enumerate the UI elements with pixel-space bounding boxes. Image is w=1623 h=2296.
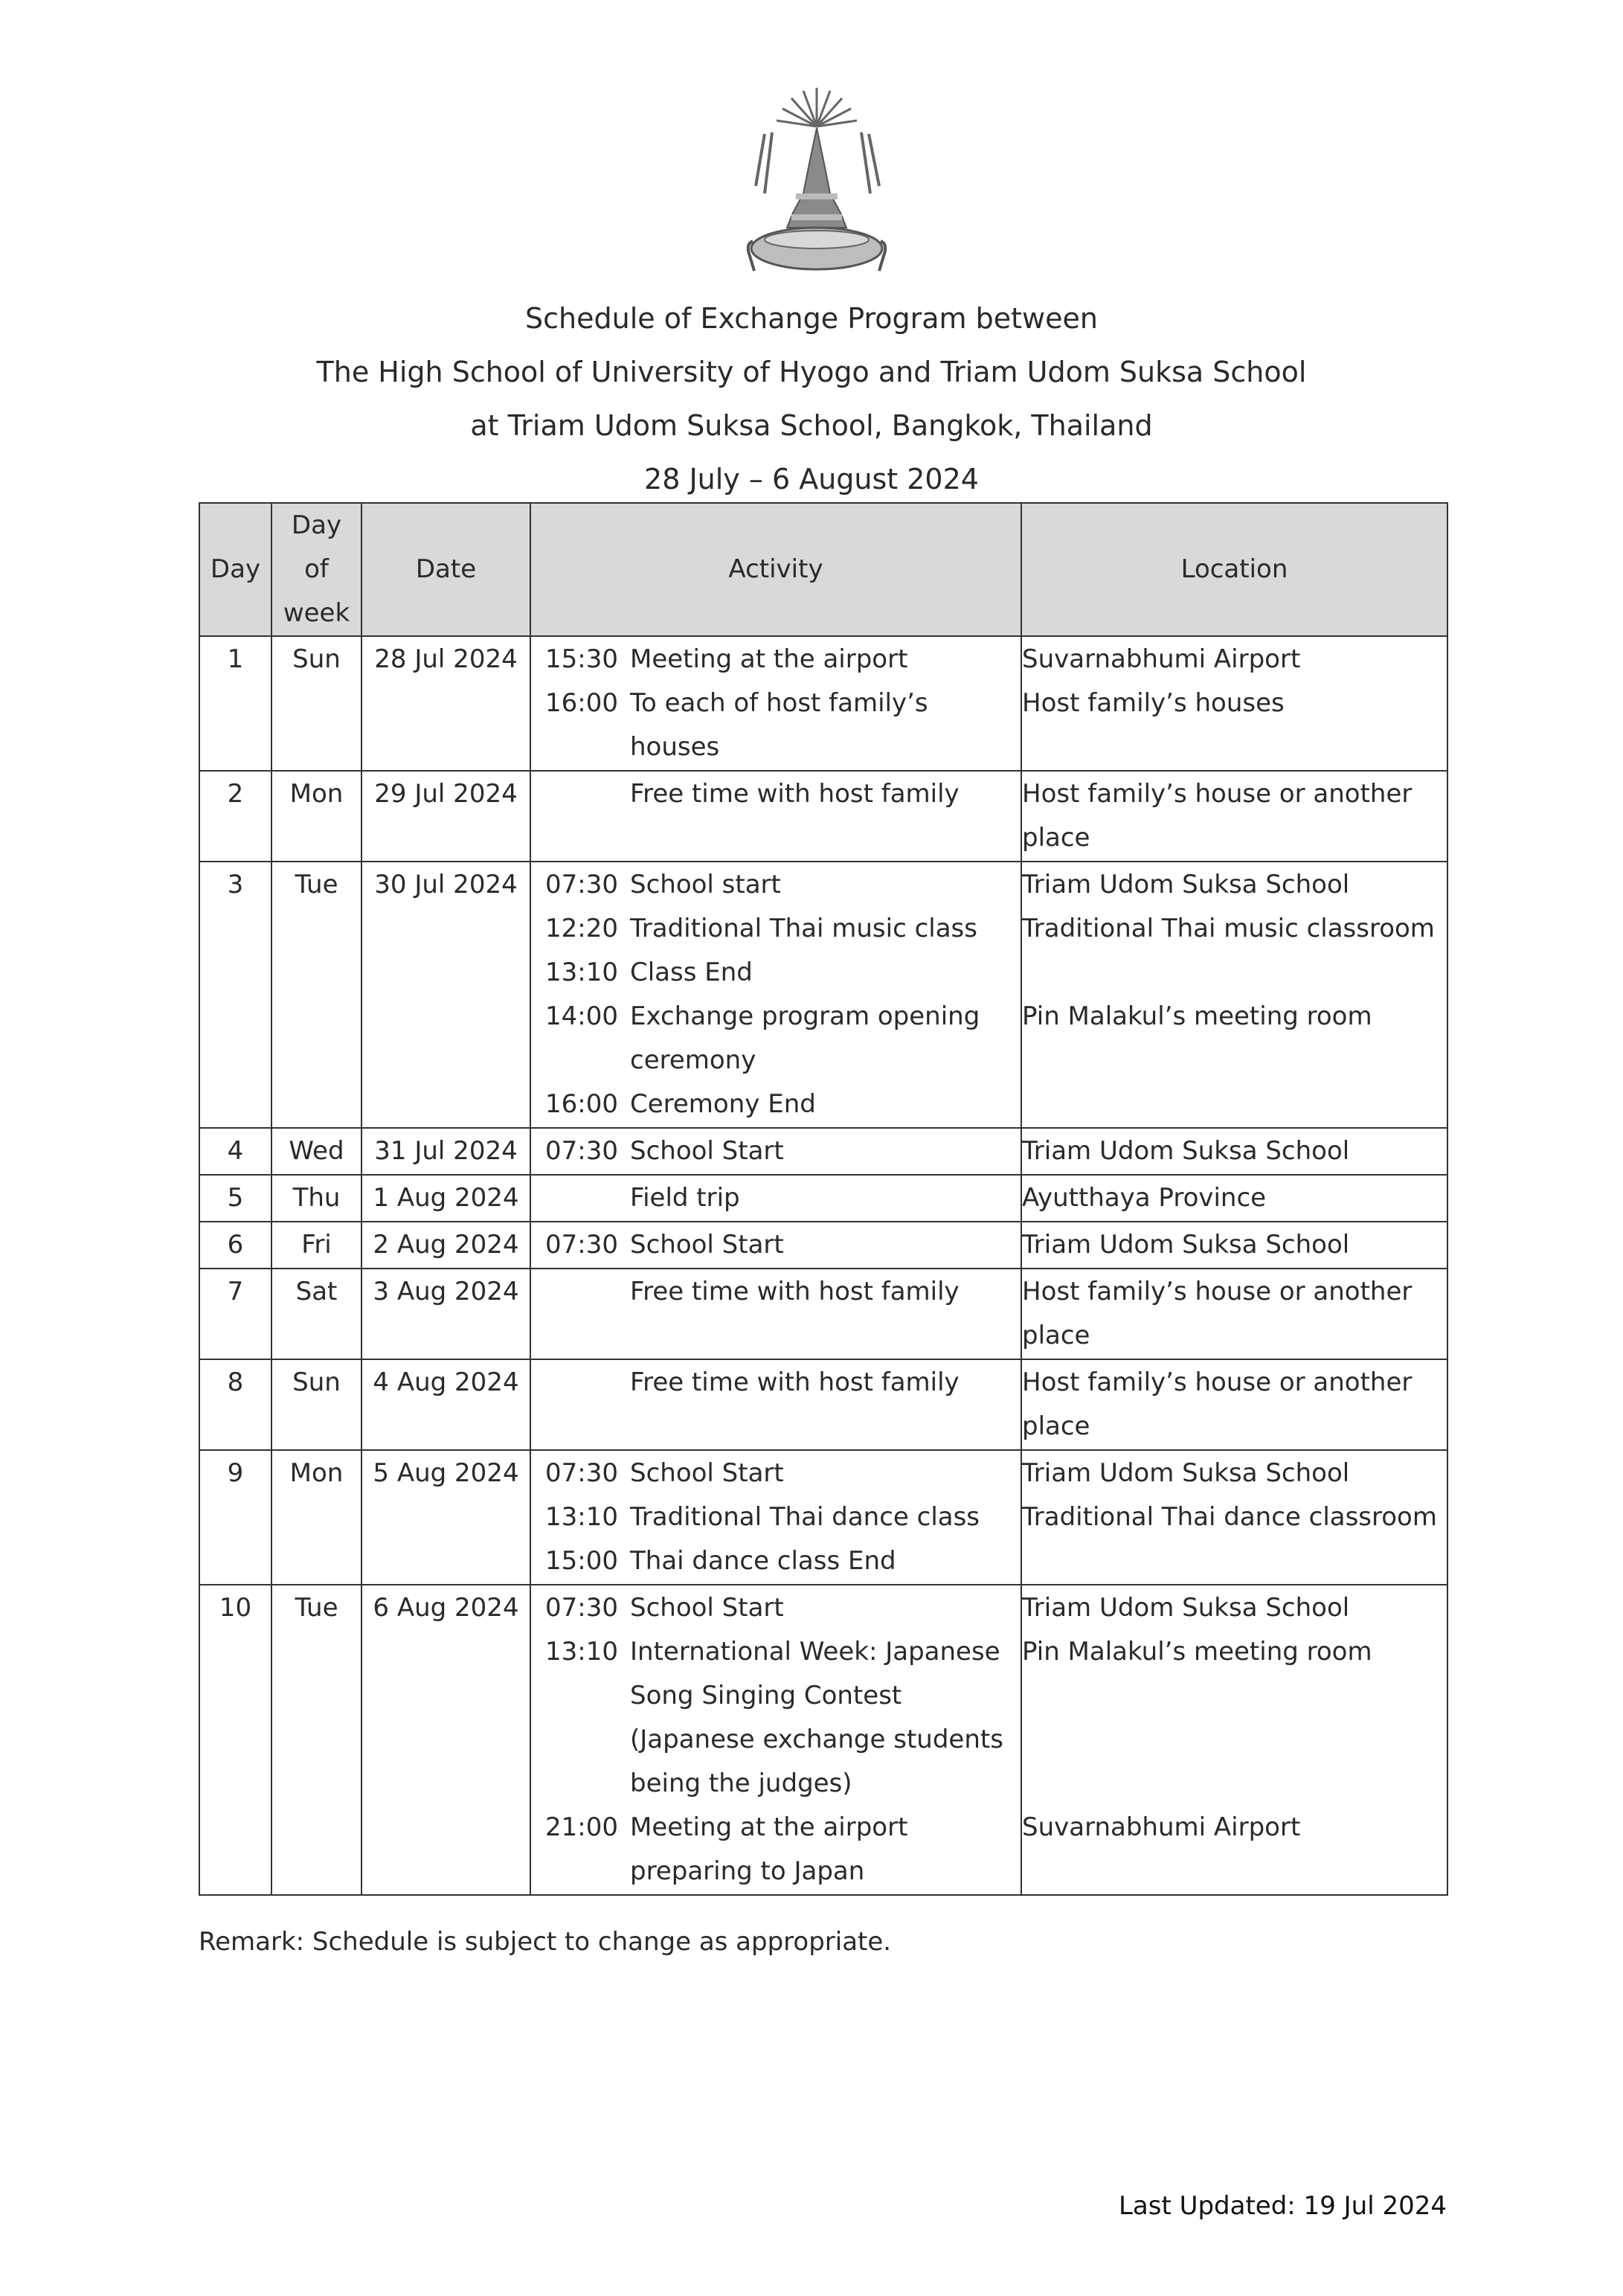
activity-text: School Start (630, 1458, 784, 1488)
cell-location (1021, 1585, 1447, 1895)
location-line: Triam Udom Suksa School (1022, 870, 1350, 900)
header-dow-line: of (304, 554, 329, 584)
header-day-of-week (271, 503, 361, 636)
activity-time: 12:20 (545, 914, 618, 943)
activity-item (531, 951, 1021, 995)
cell-day: 4 (199, 1128, 271, 1175)
activity-item (531, 995, 1021, 1083)
location-line: Host family’s house or another place (1022, 1277, 1413, 1350)
cell-activity (530, 1450, 1021, 1585)
activity-time: 16:00 (545, 1089, 618, 1119)
cell-activity (530, 1128, 1021, 1175)
cell-day-of-week: Tue (271, 862, 361, 1128)
activity-time: 13:10 (545, 958, 618, 987)
cell-location (1021, 1450, 1447, 1585)
activity-item (531, 682, 1021, 769)
cell-location (1021, 1269, 1447, 1359)
location-line (1022, 1674, 1447, 1718)
activity-time: 07:30 (545, 870, 618, 900)
activity-text: Exchange program opening ceremony (630, 1001, 980, 1075)
location-line: Suvarnabhumi Airport (1022, 1812, 1301, 1842)
location-line: Triam Udom Suksa School (1022, 1136, 1350, 1166)
schedule-table (199, 502, 1448, 1896)
activity-item (531, 772, 1021, 816)
header-date: Date (361, 503, 530, 636)
cell-activity (530, 636, 1021, 771)
table-row (199, 862, 1447, 1128)
location-line (1022, 1718, 1447, 1762)
table-row (199, 1128, 1447, 1175)
schedule-body (199, 636, 1447, 1895)
cell-activity (530, 1359, 1021, 1450)
header-dow-line: week (283, 598, 350, 628)
activity-item (531, 638, 1021, 682)
activity-time: 07:30 (545, 1458, 618, 1488)
cell-day-of-week: Fri (271, 1222, 361, 1269)
activity-item (531, 1223, 1021, 1267)
cell-date: 6 Aug 2024 (361, 1585, 530, 1895)
location-line: Host family’s house or another place (1022, 779, 1413, 853)
cell-date: 5 Aug 2024 (361, 1450, 530, 1585)
cell-location (1021, 862, 1447, 1128)
activity-item (531, 1083, 1021, 1126)
location-line: Triam Udom Suksa School (1022, 1593, 1350, 1623)
activity-text: Meeting at the airport preparing to Japan (630, 1812, 908, 1886)
cell-day: 3 (199, 862, 271, 1128)
activity-text: School Start (630, 1136, 784, 1166)
cell-date: 29 Jul 2024 (361, 771, 530, 862)
activity-item (531, 1452, 1021, 1495)
cell-location (1021, 1359, 1447, 1450)
cell-location (1021, 1222, 1447, 1269)
header-activity: Activity (530, 503, 1021, 636)
activity-item (531, 1539, 1021, 1583)
activity-time (531, 772, 630, 816)
cell-date: 4 Aug 2024 (361, 1359, 530, 1450)
cell-day-of-week: Thu (271, 1175, 361, 1222)
location-line: Triam Udom Suksa School (1022, 1230, 1350, 1260)
table-row (199, 1222, 1447, 1269)
activity-time (531, 1176, 630, 1220)
cell-activity (530, 1585, 1021, 1895)
activity-text: Field trip (630, 1183, 740, 1213)
activity-item (531, 1361, 1021, 1405)
cell-activity (530, 1269, 1021, 1359)
cell-day-of-week: Mon (271, 771, 361, 862)
table-row (199, 1585, 1447, 1895)
activity-time: 07:30 (545, 1593, 618, 1623)
activity-time: 15:30 (545, 644, 618, 674)
cell-day: 8 (199, 1359, 271, 1450)
location-line: Triam Udom Suksa School (1022, 1458, 1350, 1488)
cell-day: 5 (199, 1175, 271, 1222)
last-updated: Last Updated: 19 Jul 2024 (1118, 2191, 1447, 2221)
location-line: Traditional Thai music classroom (1022, 914, 1435, 943)
cell-location (1021, 636, 1447, 771)
cell-date: 28 Jul 2024 (361, 636, 530, 771)
school-emblem (742, 82, 909, 278)
activity-time: 15:00 (545, 1546, 618, 1576)
cell-day-of-week: Sat (271, 1269, 361, 1359)
activity-time: 14:00 (545, 1001, 618, 1031)
header-day: Day (199, 503, 271, 636)
cell-date: 30 Jul 2024 (361, 862, 530, 1128)
activity-item (531, 1586, 1021, 1630)
activity-text: Thai dance class End (630, 1546, 896, 1576)
location-line: Pin Malakul’s meeting room (1022, 1001, 1372, 1031)
title-line-3: at Triam Udom Suksa School, Bangkok, Thailand (470, 409, 1153, 442)
cell-activity (530, 771, 1021, 862)
activity-item (531, 1270, 1021, 1314)
cell-date: 1 Aug 2024 (361, 1175, 530, 1222)
activity-text: Traditional Thai dance class (630, 1502, 980, 1532)
activity-text: Free time with host family (630, 1367, 960, 1397)
location-line: Ayutthaya Province (1022, 1183, 1267, 1213)
activity-time (531, 1270, 630, 1314)
cell-day: 1 (199, 636, 271, 771)
title-date-range: 28 July – 6 August 2024 (644, 463, 979, 496)
location-line (1022, 951, 1447, 995)
table-row (199, 1450, 1447, 1585)
location-line (1022, 1762, 1447, 1806)
table-row (199, 1269, 1447, 1359)
cell-location (1021, 1128, 1447, 1175)
cell-day-of-week: Sun (271, 636, 361, 771)
activity-item (531, 1176, 1021, 1220)
cell-day: 6 (199, 1222, 271, 1269)
cell-day: 9 (199, 1450, 271, 1585)
title-line-1: Schedule of Exchange Program between (525, 302, 1098, 335)
cell-day-of-week: Mon (271, 1450, 361, 1585)
cell-location (1021, 1175, 1447, 1222)
activity-time: 07:30 (545, 1136, 618, 1166)
activity-text: Free time with host family (630, 779, 960, 809)
cell-date: 2 Aug 2024 (361, 1222, 530, 1269)
location-line: Suvarnabhumi Airport (1022, 644, 1301, 674)
location-line: Traditional Thai dance classroom (1022, 1502, 1437, 1532)
activity-text: Free time with host family (630, 1277, 960, 1306)
table-row (199, 771, 1447, 862)
title-line-2: The High School of University of Hyogo and Triam Udom Suksa School (316, 356, 1307, 388)
activity-item (531, 1129, 1021, 1173)
cell-activity (530, 1175, 1021, 1222)
cell-day-of-week: Wed (271, 1128, 361, 1175)
table-row (199, 636, 1447, 771)
activity-time: 13:10 (545, 1637, 618, 1667)
activity-item (531, 1630, 1021, 1806)
activity-item (531, 863, 1021, 907)
activity-item (531, 1495, 1021, 1539)
activity-text: International Week: Japanese Song Singing Contest (Japanese exchange students being the judges) (630, 1637, 1003, 1798)
cell-day-of-week: Sun (271, 1359, 361, 1450)
location-line: Host family’s house or another place (1022, 1367, 1413, 1441)
remark-note: Remark: Schedule is subject to change as appropriate. (199, 1927, 892, 1957)
activity-text: Meeting at the airport (630, 644, 908, 674)
table-header-row (199, 503, 1447, 636)
table-row (199, 1175, 1447, 1222)
cell-day-of-week: Tue (271, 1585, 361, 1895)
header-location: Location (1021, 503, 1447, 636)
activity-text: School start (630, 870, 781, 900)
activity-text: Traditional Thai music class (630, 914, 977, 943)
activity-time: 16:00 (545, 688, 618, 718)
activity-text: Class End (630, 958, 753, 987)
activity-time (531, 1361, 630, 1405)
cell-location (1021, 771, 1447, 862)
cell-activity (530, 862, 1021, 1128)
cell-day: 2 (199, 771, 271, 862)
activity-text: School Start (630, 1593, 784, 1623)
document-title (0, 292, 1623, 506)
activity-text: To each of host family’s houses (630, 688, 928, 762)
cell-day: 7 (199, 1269, 271, 1359)
activity-text: School Start (630, 1230, 784, 1260)
location-line: Pin Malakul’s meeting room (1022, 1637, 1372, 1667)
activity-time: 07:30 (545, 1230, 618, 1260)
activity-text: Ceremony End (630, 1089, 816, 1119)
cell-activity (530, 1222, 1021, 1269)
activity-item (531, 907, 1021, 951)
cell-date: 3 Aug 2024 (361, 1269, 530, 1359)
header-dow-line: Day (291, 510, 342, 540)
activity-time: 21:00 (545, 1812, 618, 1842)
table-row (199, 1359, 1447, 1450)
location-line: Host family’s houses (1022, 688, 1285, 718)
activity-time: 13:10 (545, 1502, 618, 1532)
activity-item (531, 1806, 1021, 1893)
cell-day: 10 (199, 1585, 271, 1895)
cell-date: 31 Jul 2024 (361, 1128, 530, 1175)
